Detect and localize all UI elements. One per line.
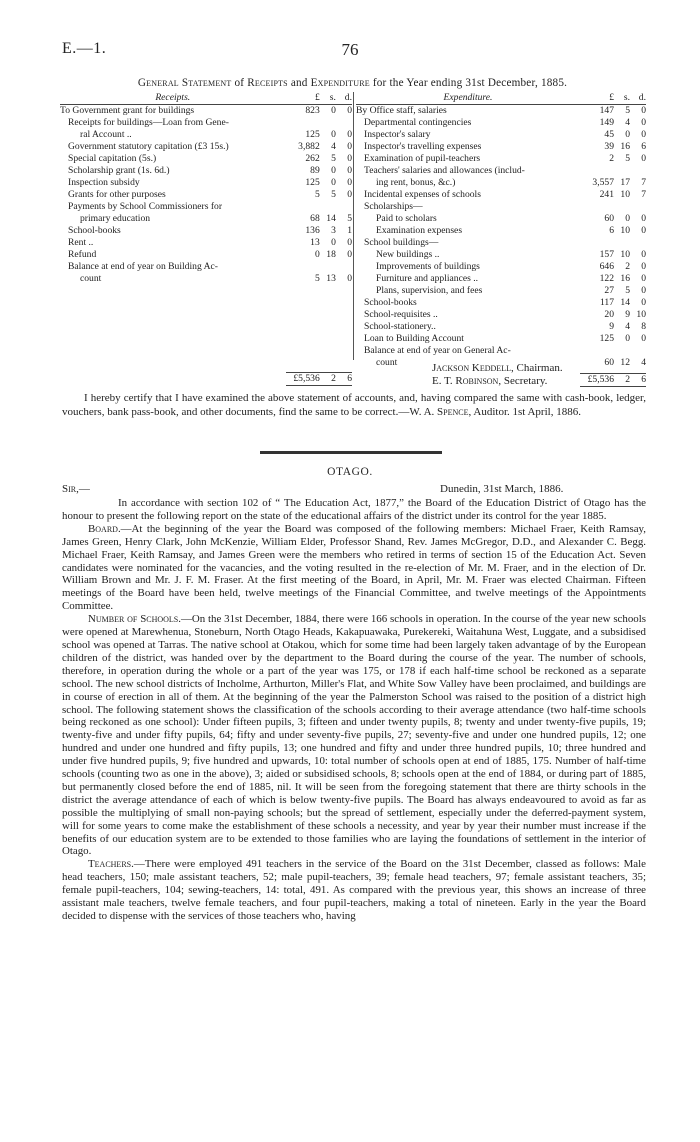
expenditure-row	[356, 297, 646, 309]
expenditure-pence: 6	[641, 141, 646, 152]
expenditure-row	[356, 225, 646, 237]
expenditure-pence: 0	[641, 249, 646, 260]
report-heading: OTAGO.	[327, 466, 373, 478]
expenditure-pence	[630, 237, 646, 249]
board-paragraph	[62, 523, 646, 613]
certificate-tail: , Auditor. 1st April, 1886.	[468, 405, 581, 418]
receipts-pounds	[286, 117, 320, 129]
expenditure-row	[356, 201, 646, 213]
teachers-paragraph	[62, 858, 646, 923]
expenditure-pence: 0	[641, 153, 646, 164]
expenditure-row	[356, 213, 646, 225]
expenditure-label: count	[376, 357, 398, 368]
expenditure-shillings: 5	[625, 285, 630, 296]
expenditure-shillings: 4	[625, 321, 630, 332]
expenditure-total-shillings: 2	[614, 374, 630, 387]
receipts-pence: 0	[347, 153, 352, 164]
expenditure-pounds: 149	[599, 117, 614, 128]
chairman-role: , Chairman.	[510, 362, 563, 374]
expenditure-shillings	[614, 165, 630, 177]
expenditure-shillings: 5	[625, 105, 630, 116]
receipts-shillings	[320, 117, 336, 129]
expenditure-pounds: 117	[599, 297, 614, 308]
expenditure-pounds: 646	[599, 261, 614, 272]
receipts-pence: 0	[347, 177, 352, 188]
expenditure-table	[356, 92, 646, 387]
expenditure-pounds: 157	[599, 249, 614, 260]
expenditure-row	[356, 249, 646, 261]
page-header-ref: E.—1.	[62, 40, 107, 57]
receipts-pence: 0	[347, 105, 352, 116]
pounds-heading: £	[314, 92, 320, 103]
expenditure-shillings	[614, 201, 630, 213]
receipts-shillings: 14	[326, 213, 336, 224]
teachers-text: .—There were employed 491 teachers in the service of the Board on the 31st December, classed as follows: Male head teachers, 150; male assistant teachers, 52; male pupil-teachers, 39; female head teachers, 97; female assistant teachers, 35; female pupil-teachers, 104; sewing-teachers, 14: total, 491. As compared with the previous year, this shows an increase of three assistant male teachers, twelve female teachers, and four pupil-teachers, making a total of nineteen. Early in the year the Board decided to dispense with the services of those teachers who, having	[62, 858, 646, 922]
pounds-heading: £	[609, 92, 614, 103]
chairman-signature	[432, 362, 563, 375]
receipts-shillings: 18	[326, 249, 336, 260]
expenditure-shillings: 17	[620, 177, 630, 188]
expenditure-pence: 0	[641, 117, 646, 128]
expenditure-shillings: 9	[625, 309, 630, 320]
expenditure-shillings: 0	[625, 213, 630, 224]
receipts-table	[60, 92, 352, 386]
expenditure-row	[356, 153, 646, 165]
expenditure-pounds: 2	[609, 153, 614, 164]
expenditure-label: School-stationery..	[364, 321, 436, 332]
pence-heading: d.	[638, 92, 646, 103]
receipts-row	[60, 201, 352, 213]
expenditure-shillings: 10	[620, 249, 630, 260]
expenditure-pounds: 60	[604, 357, 614, 368]
place-date: Dunedin, 31st March, 1886.	[440, 483, 564, 495]
title-rest: for the Year ending 31st December, 1885.	[369, 77, 568, 89]
receipts-row	[60, 249, 352, 261]
receipts-pence: 0	[347, 249, 352, 260]
receipts-pence	[336, 201, 352, 213]
expenditure-shillings: 16	[620, 273, 630, 284]
report-body	[62, 497, 646, 923]
receipts-shillings: 0	[331, 105, 336, 116]
receipts-shillings: 4	[331, 141, 336, 152]
receipts-shillings: 5	[331, 153, 336, 164]
receipts-pence: 0	[347, 141, 352, 152]
receipts-row	[60, 129, 352, 141]
auditor-certificate	[62, 392, 646, 419]
expenditure-pence	[630, 165, 646, 177]
expenditure-pounds	[580, 165, 614, 177]
expenditure-pence: 0	[641, 297, 646, 308]
expenditure-pounds: 147	[599, 105, 614, 116]
receipts-label: Balance at end of year on Building Ac-	[68, 261, 218, 272]
expenditure-label: New buildings ..	[376, 249, 440, 260]
expenditure-shillings: 4	[625, 117, 630, 128]
expenditure-label: Balance at end of year on General Ac-	[364, 345, 511, 356]
receipts-label: count	[80, 273, 102, 284]
receipts-pounds: 823	[305, 105, 320, 116]
expenditure-row	[356, 261, 646, 273]
expenditure-pounds: 60	[604, 213, 614, 224]
certificate-text: I hereby certify that I have examined the above statement of accounts, and, having compared the same with cash-book, ledger, vouchers, bank pass-book, and other documents, find the same to be correct.—W. A.	[62, 392, 646, 418]
expenditure-pence: 0	[641, 225, 646, 236]
receipts-row	[60, 237, 352, 249]
receipts-pounds: 13	[310, 237, 320, 248]
expenditure-pence	[630, 201, 646, 213]
receipts-shillings	[320, 201, 336, 213]
expenditure-shillings	[614, 345, 630, 357]
receipts-pence: 1	[347, 225, 352, 236]
expenditure-row	[356, 141, 646, 153]
shillings-heading: s.	[623, 92, 630, 103]
expenditure-total-pounds: £5,536	[580, 374, 614, 387]
receipts-shillings: 0	[331, 129, 336, 140]
expenditure-label: Furniture and appliances ..	[376, 273, 479, 284]
receipts-row	[60, 225, 352, 237]
expenditure-shillings: 2	[625, 261, 630, 272]
expenditure-shillings: 10	[620, 225, 630, 236]
expenditure-row	[356, 237, 646, 249]
expenditure-pence: 0	[641, 333, 646, 344]
expenditure-pence: 7	[641, 189, 646, 200]
expenditure-row	[356, 345, 646, 357]
expenditure-shillings: 0	[625, 129, 630, 140]
expenditure-label: School-requisites ..	[364, 309, 438, 320]
auditor-name: Spence	[437, 405, 469, 418]
receipts-pounds: 89	[310, 165, 320, 176]
expenditure-row	[356, 117, 646, 129]
expenditure-label: Examination of pupil-teachers	[364, 153, 481, 164]
expenditure-pounds: 122	[599, 273, 614, 284]
receipts-pence: 5	[347, 213, 352, 224]
receipts-label: Inspection subsidy	[68, 177, 140, 188]
expenditure-heading: Expenditure.	[443, 92, 493, 103]
receipts-label: Payments by School Commissioners for	[68, 201, 223, 212]
expenditure-pence: 8	[641, 321, 646, 332]
expenditure-pounds: 27	[604, 285, 614, 296]
expenditure-pence: 7	[641, 177, 646, 188]
receipts-pounds: 5	[314, 273, 320, 284]
expenditure-total-pence: 6	[630, 374, 646, 387]
expenditure-pence: 0	[641, 129, 646, 140]
expenditure-label: Teachers' salaries and allowances (includ-	[364, 165, 525, 176]
receipts-shillings: 0	[331, 177, 336, 188]
receipts-total-blank	[60, 373, 286, 386]
receipts-pounds	[286, 261, 320, 273]
receipts-total-shillings: 2	[320, 373, 336, 386]
pence-heading: d.	[344, 92, 352, 103]
expenditure-pence: 0	[641, 285, 646, 296]
receipts-shillings: 5	[331, 189, 336, 200]
expenditure-pounds: 6	[609, 225, 614, 236]
teachers-label: Teachers	[88, 858, 132, 871]
title-and: and	[287, 77, 311, 89]
receipts-total-row	[60, 373, 352, 386]
receipts-row	[60, 117, 352, 129]
expenditure-pounds: 125	[599, 333, 614, 344]
receipts-pence	[336, 117, 352, 129]
receipts-label: Receipts for buildings—Loan from Gene-	[68, 117, 229, 128]
receipts-pounds: 262	[305, 153, 320, 164]
receipts-total-pounds: £5,536	[286, 373, 320, 386]
expenditure-label: Inspector's travelling expenses	[364, 141, 482, 152]
column-divider	[353, 92, 354, 360]
expenditure-shillings: 16	[620, 141, 630, 152]
expenditure-label: School buildings—	[364, 237, 439, 248]
title-of: of	[231, 77, 248, 89]
receipts-row	[60, 189, 352, 201]
schools-label: Number of Schools	[88, 613, 179, 626]
receipts-total-pence: 6	[336, 373, 352, 386]
expenditure-pounds: 241	[599, 189, 614, 200]
schools-paragraph	[62, 613, 646, 858]
receipts-row	[60, 153, 352, 165]
receipts-label: School-books	[68, 225, 121, 236]
expenditure-label: Paid to scholars	[376, 213, 437, 224]
expenditure-pence	[630, 345, 646, 357]
receipts-shillings: 13	[326, 273, 336, 284]
receipts-row	[60, 213, 352, 225]
expenditure-row	[356, 273, 646, 285]
expenditure-row	[356, 165, 646, 177]
shillings-heading: s.	[329, 92, 336, 103]
schools-text: .—On the 31st December, 1884, there were 166 schools in operation. In the course of the year new schools were opened at Marewhenua, Stoneburn, North Otago Heads, Kakapuawaka, Purekereki, Waitahuna West, Luggate, and a subsidised school was opened at Tarras. The native school at Otakou, which for some time had been largely taken advantage of by the European children of the district, was handed over by the department to the Board during the course of the year. The number of schools, therefore, in operation during the whole or a part of the year was 175, or 178 if each half-time school be reckoned as a separate school. The new school districts of Incholme, Arthurton, Miller's Flat, and White Sow Valley have been proclaimed, and buildings are in course of erection in all of them. At the beginning of the year the Palmerston School was raised to the position of a district high school. The following statement shows the classification of the schools according to their average attendance (two half-time schools being reckoned as one school): Under fifteen pupils, 3; fifteen and under twenty pupils, 8; twenty and under twenty-five pupils, 19; twenty-five and under fifty pupils, 64; fifty and under seventy-five pupils, 27; seventy-five and under one hundred pupils, 12; one hundred and under one hundred and fifty pupils, 13; one hundred and fifty and under three hundred pupils, 10; three hundred and under five hundred pupils, 9; five hundred and upwards, 10: total number of schools open at end of 1885, 175. Number of half-time schools (counting two as one in the above), 3; aided or subsidised schools, 8; schools open at the end of 1884, or during part of 1885, but permanently closed before the end of 1885, nil. It will be seen from the foregoing statement that there are thirty schools in the district the average attendance of each of which is below twenty-five pupils. The Board has always endeavoured to avoid as far as possible the multiplying of small non-paying schools; but the spread of settlement, especially under the deferred-payment system, will for some years to come make the establishment of these schools a necessity, and year by year their number must increase if the benefits of our education system are to be extended to those families who are laying the foundations of settlement in the interior of Otago.	[62, 613, 646, 858]
section-divider	[260, 451, 442, 454]
expenditure-pence: 10	[636, 309, 646, 320]
receipts-pounds: 136	[305, 225, 320, 236]
receipts-label: Government statutory capitation (£3 15s.)	[68, 141, 229, 152]
receipts-label: Scholarship grant (1s. 6d.)	[68, 165, 170, 176]
expenditure-pence: 0	[641, 261, 646, 272]
expenditure-shillings	[614, 237, 630, 249]
expenditure-label: Scholarships—	[364, 201, 423, 212]
board-label: Board	[88, 522, 118, 535]
receipts-shillings: 3	[331, 225, 336, 236]
receipts-pence: 0	[347, 189, 352, 200]
expenditure-label: Improvements of buildings	[376, 261, 480, 272]
expenditure-label: By Office staff, salaries	[356, 105, 447, 116]
board-text: .—At the beginning of the year the Board was composed of the following members: Michael Fraer, Keith Ramsay, James Green, Henry Clark, John McKenzie, William Elder, Professor Shand, Rev. James McGregor, D.D., and Alexander C. Begg. Michael Fraer, Keith Ramsay, and James Green were the members who retired in terms of section 15 of the Education Act. Seven candidates were nominated for the vacancies, and the voting resulted in the re-election of Mr. M. Fraer, and in the election of Dr. William Brown and Mr. J. F. M. Fraser. At the first meeting of the Board, in April, Mr. M. Fraer was elected Chairman. Fifteen meetings of the Board have been held, twelve meetings of the Financial Committee, and twelve meetings of the Appointments Committee.	[62, 522, 646, 613]
receipts-pence: 0	[347, 273, 352, 284]
expenditure-pounds: 39	[604, 141, 614, 152]
expenditure-label: Loan to Building Account	[364, 333, 464, 344]
receipts-pence	[336, 261, 352, 273]
receipts-label: Special capitation (5s.)	[68, 153, 157, 164]
receipts-label: ral Account ..	[80, 129, 132, 140]
expenditure-row	[356, 177, 646, 189]
expenditure-pounds	[580, 237, 614, 249]
expenditure-label: School-books	[364, 297, 417, 308]
expenditure-shillings: 5	[625, 153, 630, 164]
expenditure-pounds: 20	[604, 309, 614, 320]
expenditure-pence: 0	[641, 105, 646, 116]
receipts-row	[60, 177, 352, 189]
receipts-label: Grants for other purposes	[68, 189, 166, 200]
expenditure-shillings: 10	[620, 189, 630, 200]
expenditure-row	[356, 285, 646, 297]
receipts-header-row	[60, 92, 352, 105]
receipts-pence: 0	[347, 165, 352, 176]
expenditure-pounds: 9	[609, 321, 614, 332]
receipts-row	[60, 105, 352, 118]
title-part-3: Expenditure	[310, 77, 370, 89]
secretary-role: , Secretary.	[498, 375, 548, 387]
receipts-pounds: 125	[305, 129, 320, 140]
expenditure-row	[356, 309, 646, 321]
expenditure-row	[356, 321, 646, 333]
expenditure-label: Departmental contingencies	[364, 117, 472, 128]
expenditure-shillings: 12	[620, 357, 630, 368]
receipts-pounds	[286, 201, 320, 213]
receipts-label: To Government grant for buildings	[60, 105, 195, 116]
chairman-name: Jackson Keddell	[432, 362, 511, 374]
receipts-shillings: 0	[331, 237, 336, 248]
receipts-pounds: 5	[314, 189, 320, 200]
receipts-heading: Receipts.	[155, 92, 191, 103]
expenditure-pounds	[580, 345, 614, 357]
expenditure-label: Examination expenses	[376, 225, 463, 236]
expenditure-row	[356, 333, 646, 345]
expenditure-pounds: 45	[604, 129, 614, 140]
expenditure-label: Plans, supervision, and fees	[376, 285, 483, 296]
title-part-1: General Statement	[137, 77, 232, 89]
expenditure-label: ing rent, bonus, &c.)	[376, 177, 456, 188]
expenditure-pence: 4	[641, 357, 646, 368]
receipts-pounds: 0	[314, 249, 320, 260]
page-number: 76	[341, 40, 359, 59]
receipts-pence: 0	[347, 237, 352, 248]
receipts-pence: 0	[347, 129, 352, 140]
secretary-signature	[432, 375, 563, 388]
expenditure-row	[356, 189, 646, 201]
receipts-pounds: 3,882	[298, 141, 320, 152]
expenditure-row	[356, 105, 646, 118]
title-part-2: Receipts	[247, 77, 288, 89]
receipts-spacer	[60, 285, 352, 373]
receipts-label: Refund	[68, 249, 97, 260]
intro-paragraph: In accordance with section 102 of “ The Education Act, 1877,” the Board of the Education District of Otago has the honour to present the following report on the state of the educational affairs of the district under its control for the year 1885.	[62, 497, 646, 522]
salutation: Sir,—	[62, 483, 90, 495]
receipts-shillings: 0	[331, 165, 336, 176]
expenditure-row	[356, 129, 646, 141]
expenditure-pence: 0	[641, 273, 646, 284]
receipts-row	[60, 261, 352, 273]
receipts-row	[60, 165, 352, 177]
receipts-row	[60, 141, 352, 153]
expenditure-shillings: 0	[625, 333, 630, 344]
statement-title	[60, 77, 645, 89]
secretary-name: E. T. Robinson	[432, 375, 499, 387]
receipts-pounds: 68	[310, 213, 320, 224]
expenditure-shillings: 14	[620, 297, 630, 308]
receipts-label: Rent ..	[68, 237, 94, 248]
expenditure-pounds: 3,557	[592, 177, 614, 188]
expenditure-pence: 0	[641, 213, 646, 224]
receipts-row	[60, 273, 352, 285]
expenditure-label: Inspector's salary	[364, 129, 431, 140]
signatures	[432, 362, 563, 388]
expenditure-pounds	[580, 201, 614, 213]
receipts-shillings	[320, 261, 336, 273]
receipts-pounds: 125	[305, 177, 320, 188]
receipts-label: primary education	[80, 213, 151, 224]
expenditure-header-row	[356, 92, 646, 105]
expenditure-label: Incidental expenses of schools	[364, 189, 481, 200]
